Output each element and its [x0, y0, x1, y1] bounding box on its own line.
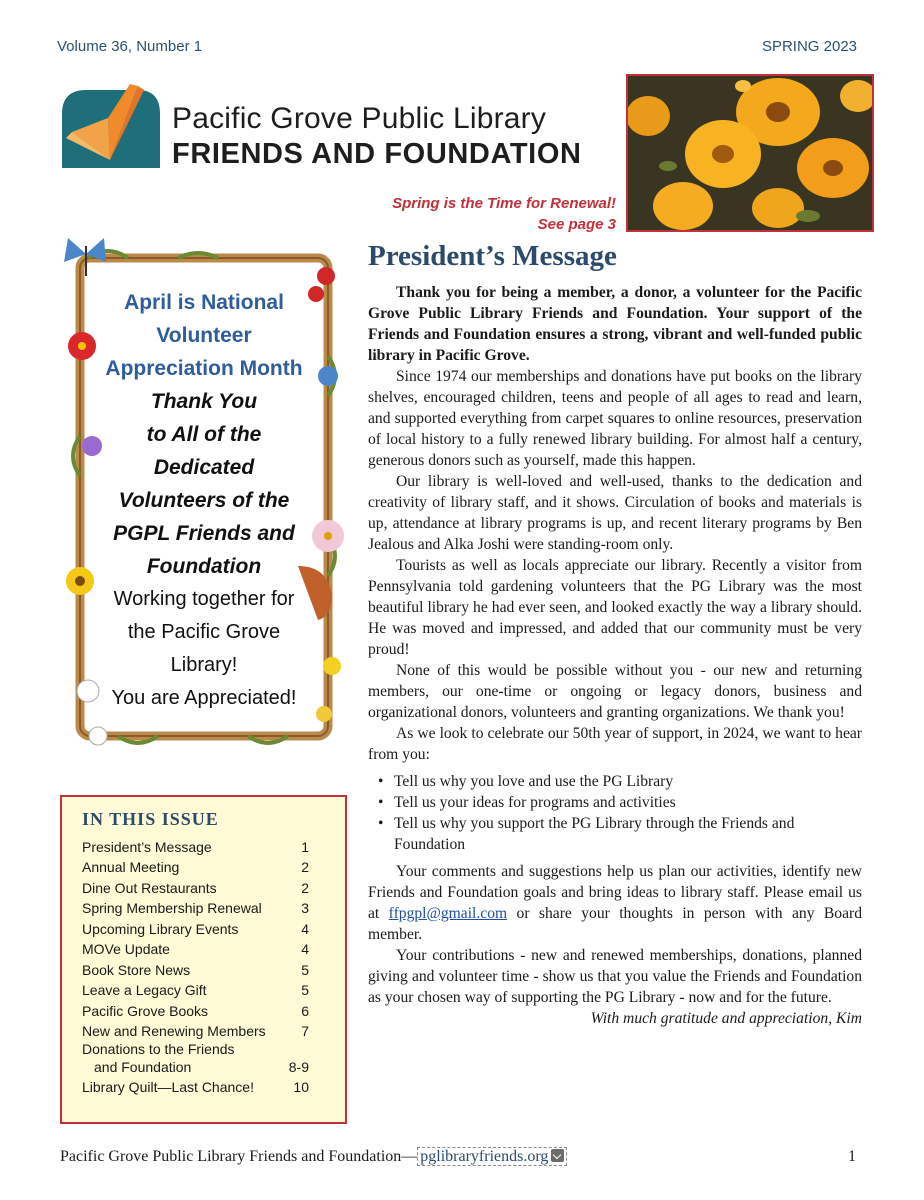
butterfly-icon — [64, 238, 106, 276]
volunteer-closing-1: Working together for — [113, 588, 295, 610]
poppy-image — [628, 76, 872, 230]
toc-page: 4 — [301, 941, 309, 957]
in-this-issue-box — [60, 795, 347, 1124]
volunteer-heading-1: April is National — [124, 291, 284, 314]
footer — [60, 1148, 567, 1166]
toc-item — [82, 900, 309, 920]
toc-page: 8-9 — [288, 1059, 309, 1075]
email-intro: Your comments and suggestions help us plan our activities, identify new Friends and Foundation goals and bring ideas to library staff. Please email us at — [368, 863, 862, 922]
volunteer-thanks-4: Volunteers of the — [118, 489, 290, 512]
volunteer-thanks-1: Thank You — [150, 390, 258, 413]
toc-page: 5 — [301, 962, 309, 978]
toc-item — [82, 839, 309, 859]
lead-paragraph: Thank you for being a member, a donor, a volunteer for the Pacific Grove Public Library Friends and Foundation. Your support of the Friends and Foundation ensures a strong, vibrant and well-funded public library in Pacific Grove. — [368, 284, 862, 364]
paragraph: Our library is well-loved and well-used, thanks to the dedication and creativity of library staff, and it shows. Circulation of books and materials is up, attendance at library programs is up, and recent literary programs by Ben Jealous and Alka Joshi were standing-room only. — [368, 473, 862, 553]
website-link-text[interactable]: pglibraryfriends.org — [420, 1148, 549, 1165]
page-number: 1 — [848, 1148, 856, 1165]
toc-label: Spring Membership Renewal — [82, 900, 262, 916]
volume-number: Volume 36, Number 1 — [57, 38, 203, 55]
volunteer-thanks-2: to All of the — [146, 423, 262, 446]
footer-text: Pacific Grove Public Library Friends and Foundation— — [60, 1148, 418, 1165]
bullet-icon: • — [378, 815, 384, 832]
toc-item — [82, 962, 309, 982]
toc-page: 7 — [301, 1023, 309, 1039]
volunteer-closing-4: You are Appreciated! — [111, 687, 297, 709]
paragraph: Tourists as well as locals appreciate our library. Recently a visitor from Pennsylvania told gardening volunteers that the PG Library was the most beautiful library he had ever seen, and looked exactly the way a library should. He was moved and impressed, and added that our community must be very proud! — [368, 557, 862, 658]
email-outro: or share your thoughts in person with any Board member. — [368, 905, 863, 943]
paragraph: As we look to celebrate our 50th year of support, in 2024, we want to hear from you: — [368, 725, 862, 763]
masthead-line-2: FRIENDS AND FOUNDATION — [172, 138, 582, 170]
bullet-icon: • — [378, 773, 384, 790]
toc-label: Book Store News — [82, 962, 191, 978]
toc-page: 10 — [293, 1079, 309, 1095]
toc-label: Annual Meeting — [82, 859, 180, 875]
paragraph — [368, 861, 862, 945]
toc-page: 2 — [301, 859, 309, 875]
chevron-down-icon[interactable] — [551, 1149, 564, 1162]
toc-label: Donations to the Friends — [82, 1041, 235, 1057]
volunteer-closing-3: Library! — [170, 654, 238, 676]
teaser-line-2: See page 3 — [537, 216, 616, 233]
toc-item — [82, 982, 309, 1002]
spring-renewal-teaser — [392, 193, 616, 235]
toc-label: Dine Out Restaurants — [82, 880, 217, 896]
list-item-text: Tell us why you love and use the PG Library — [394, 773, 674, 790]
toc-label: Library Quilt—Last Chance! — [82, 1079, 254, 1095]
bullet-icon: • — [378, 794, 384, 811]
in-this-issue-title: IN THIS ISSUE — [82, 809, 219, 829]
toc-item — [82, 941, 309, 961]
toc-item — [82, 921, 309, 941]
list-item-text: Tell us your ideas for programs and activities — [394, 794, 676, 811]
paragraph: None of this would be possible without you - our new and returning members, our one-time or ongoing or legacy donors, business and organizational donors, volunteers and granting organizations. We thank you! — [368, 662, 862, 721]
toc-label: Upcoming Library Events — [82, 921, 239, 937]
volunteer-closing-2: the Pacific Grove — [127, 621, 281, 643]
toc-item — [82, 1041, 309, 1061]
presidents-message-body — [368, 282, 862, 1029]
toc-label: and Foundation — [94, 1059, 192, 1075]
presidents-message-title: President’s Message — [368, 240, 617, 272]
toc-item — [82, 1059, 309, 1079]
toc-item — [82, 859, 309, 879]
feedback-list — [368, 771, 862, 855]
toc-item — [82, 880, 309, 900]
toc-page: 3 — [301, 900, 309, 916]
volunteer-thanks-3: Dedicated — [153, 456, 255, 479]
issue-season: SPRING 2023 — [761, 38, 857, 55]
list-item-text: Tell us why you support the PG Library through the Friends and Foundation — [394, 815, 795, 853]
volunteer-heading-3: Appreciation Month — [105, 357, 303, 380]
toc-page: 5 — [301, 982, 309, 998]
toc-label: Pacific Grove Books — [82, 1003, 209, 1019]
toc-label: MOVe Update — [82, 941, 170, 957]
toc-page: 6 — [301, 1003, 309, 1019]
website-link[interactable] — [417, 1147, 567, 1166]
volunteer-thanks-6: Foundation — [146, 555, 262, 578]
toc-label: Leave a Legacy Gift — [82, 982, 207, 998]
signature: With much gratitude and appreciation, Kim — [590, 1010, 862, 1027]
poppy-photo — [626, 74, 874, 232]
paragraph: Since 1974 our memberships and donations have put books on the library shelves, encouraged children, teens and people of all ages to read and learn, and supported everything from carpet squares to online resources, preservation of local history to a fully renewed library building. For almost half a century, generous donors such as yourself, made this happen. — [368, 368, 862, 469]
email-link[interactable]: ffpgpl@gmail.com — [388, 905, 508, 922]
toc-item — [82, 1003, 309, 1023]
toc-item — [82, 1079, 309, 1099]
open-book-logo — [58, 76, 162, 168]
toc-item — [82, 1023, 309, 1043]
toc-page: 4 — [301, 921, 309, 937]
volunteer-thanks-5: PGPL Friends and — [113, 522, 295, 545]
list-item — [378, 813, 862, 855]
masthead-line-1: Pacific Grove Public Library — [172, 102, 547, 135]
toc-page: 1 — [301, 839, 309, 855]
list-item — [378, 792, 862, 813]
volunteer-heading-2: Volunteer — [156, 324, 252, 347]
volunteer-appreciation-text — [100, 286, 308, 715]
teaser-line-1: Spring is the Time for Renewal! — [392, 195, 616, 212]
list-item — [378, 771, 862, 792]
toc-label: New and Renewing Members — [82, 1023, 266, 1039]
toc-page: 2 — [301, 880, 309, 896]
paragraph: Your contributions - new and renewed memberships, donations, planned giving and volunteer time - show us that you value the Friends and Foundation as your chosen way of supporting the PG Library - now and for the future. — [368, 947, 862, 1006]
toc-label: President’s Message — [82, 839, 212, 855]
